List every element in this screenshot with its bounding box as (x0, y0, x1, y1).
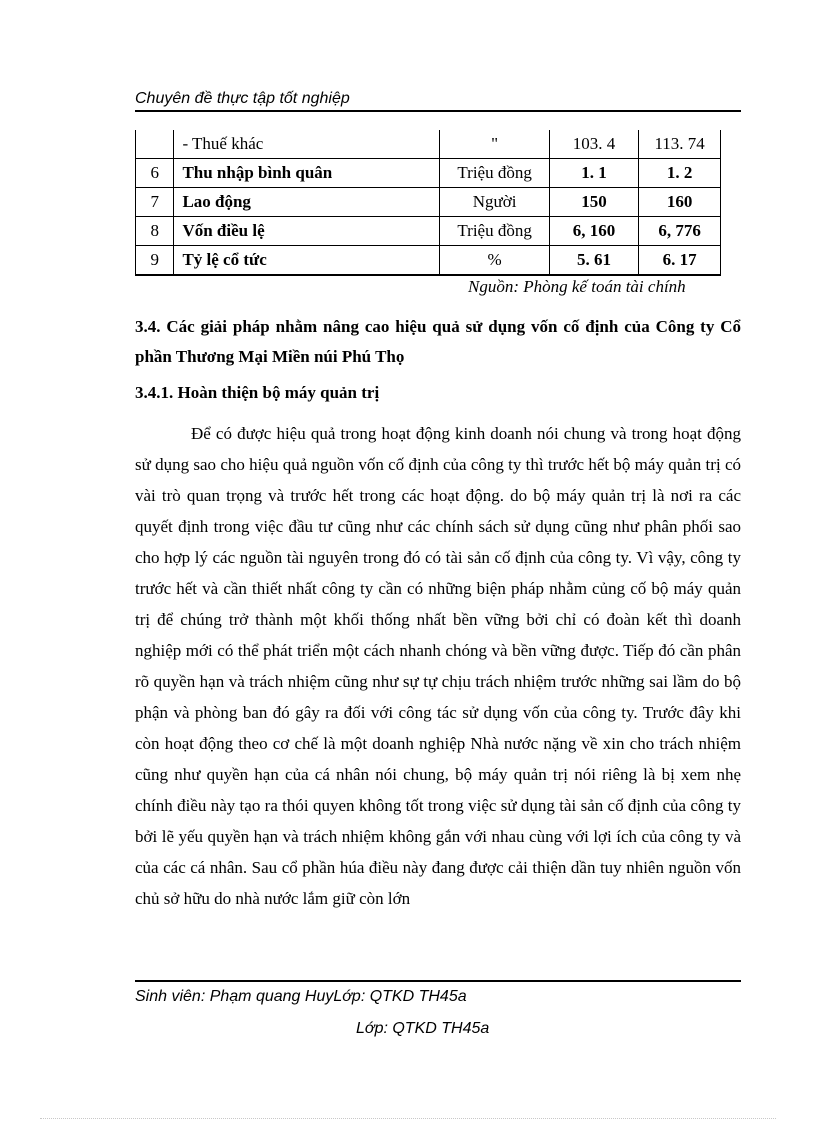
row-value-1: 103. 4 (549, 130, 638, 159)
row-number (136, 130, 174, 159)
row-number: 6 (136, 159, 174, 188)
row-value-1: 6, 160 (549, 217, 638, 246)
row-number: 7 (136, 188, 174, 217)
row-indicator: - Thuế khác (174, 130, 440, 159)
table-row (136, 130, 721, 159)
table-row (136, 246, 721, 276)
row-value-2: 6. 17 (639, 246, 721, 276)
row-value-1: 150 (549, 188, 638, 217)
row-value-2: 113. 74 (639, 130, 721, 159)
table-source-note: Nguồn: Phòng kế toán tài chính (468, 277, 686, 296)
row-indicator: Tỷ lệ cổ tức (174, 246, 440, 276)
body-text (135, 418, 741, 914)
page-header-title: Chuyên đề thực tập tốt nghiệp (135, 90, 350, 107)
row-unit: Triệu đồng (440, 159, 549, 188)
header-rule (135, 110, 741, 112)
data-table (135, 130, 721, 276)
row-value-2: 160 (639, 188, 721, 217)
row-value-1: 5. 61 (549, 246, 638, 276)
row-indicator: Thu nhập bình quân (174, 159, 440, 188)
footer-class-line: Lớp: QTKD TH45a (356, 1020, 490, 1037)
page-edge-divider (40, 1118, 776, 1119)
body-paragraph: Để có được hiệu quả trong hoạt động kinh doanh nói chung và trong hoạt động sử dụng sao cho hiệu quả nguồn vốn cố định của công ty thì trước hết bộ máy quản trị có vài trò quan trọng và trước hết trong các hoạt động. do bộ máy quản trị là nơi ra các quyết định trong việc đầu tư cũng như các chính sách sử dụng cũng như phân phối sao cho hợp lý các nguồn tài nguyên trong đó có tài sản cố định của công ty. Vì vậy, công ty trước hết và cần thiết nhất công ty cần có những biện pháp nhằm củng cố bộ máy quản trị để chúng trở thành một khối thống nhất bền vững bởi chỉ có đoàn kết thì doanh nghiệp mới có thể phát triển một cách nhanh chóng và bền vững được. Tiếp đó cần phân rõ quyền hạn và trách nhiệm cũng như sự tự chịu trách nhiệm trước những sai lầm do bộ phận và phòng ban đó gây ra đối với công tác sử dụng vốn của công ty. Trước đây khi còn hoạt động theo cơ chế là một doanh nghiệp Nhà nước nặng về xin cho trách nhiệm cũng như quyền hạn của cá nhân nói chung, bộ máy quản trị nói riêng là bị xem nhẹ chính điều này tạo ra thói quyen không tốt trong việc sử dụng tài sản cố định của công ty bởi lẽ yếu quyền hạn và trách nhiệm không gắn với nhau cùng với lợi ích của công ty và của các cá nhân. Sau cổ phần húa điều này đang được cải thiện dần tuy nhiên nguồn vốn chủ sở hữu do nhà nước lắm giữ còn lớn (135, 424, 741, 908)
row-indicator: Lao động (174, 188, 440, 217)
footer-rule (135, 980, 741, 982)
section-heading: 3.4. Các giải pháp nhằm nâng cao hiệu quả sử dụng vốn cố định của Công ty Cổ phần Thương Mại Miền núi Phú Thọ (135, 317, 741, 366)
row-indicator: Vốn điều lệ (174, 217, 440, 246)
row-value-2: 6, 776 (639, 217, 721, 246)
table-row (136, 188, 721, 217)
row-unit: % (440, 246, 549, 276)
row-number: 8 (136, 217, 174, 246)
row-number: 9 (136, 246, 174, 276)
table-row (136, 217, 721, 246)
row-unit: " (440, 130, 549, 159)
table-row (136, 159, 721, 188)
row-unit: Người (440, 188, 549, 217)
subsection-heading: 3.4.1. Hoàn thiện bộ máy quản trị (135, 383, 380, 402)
row-value-1: 1. 1 (549, 159, 638, 188)
row-unit: Triệu đồng (440, 217, 549, 246)
row-value-2: 1. 2 (639, 159, 721, 188)
footer-student-line: Sinh viên: Phạm quang HuyLớp: QTKD TH45a (135, 988, 467, 1005)
